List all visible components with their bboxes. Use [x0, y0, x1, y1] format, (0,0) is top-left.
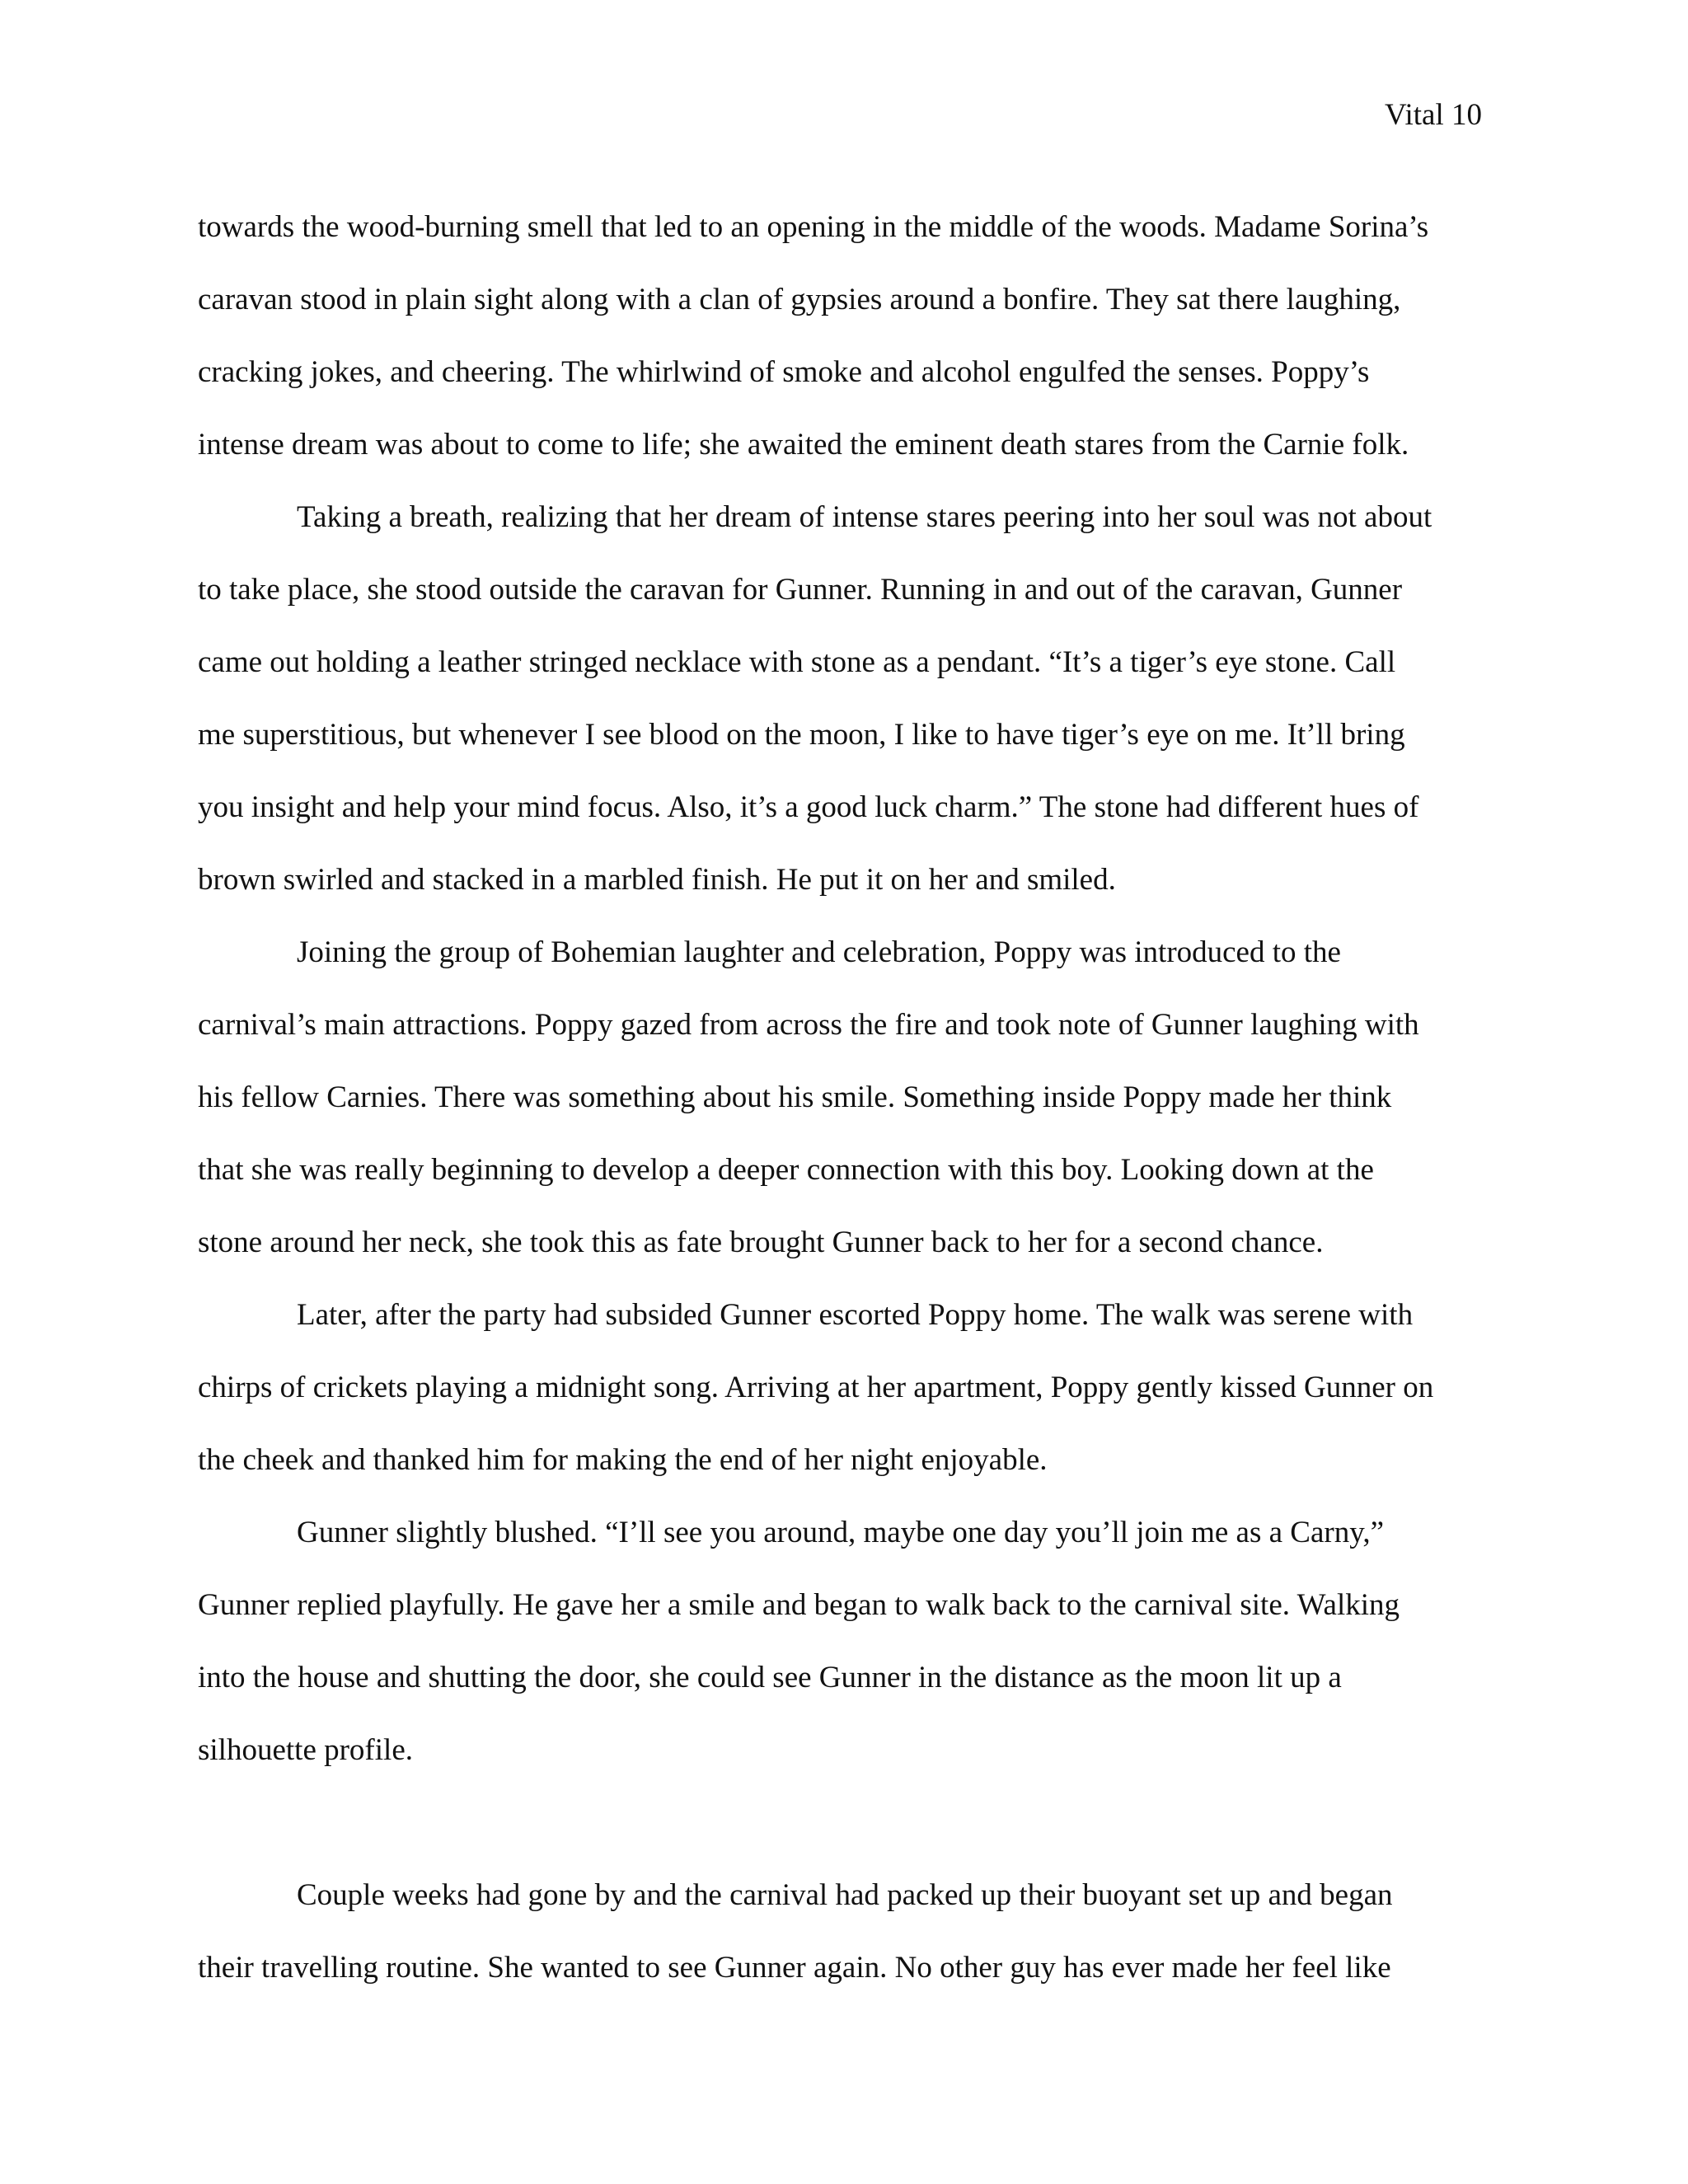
- body-text: [198, 191, 1492, 2004]
- text-line: Gunner replied playfully. He gave her a smile and began to walk back to the carnival site. Walking: [198, 1588, 1400, 1622]
- text-line: carnival’s main attractions. Poppy gazed from across the fire and took note of Gunner laughing with: [198, 1008, 1419, 1042]
- paragraph-first-line: Later, after the party had subsided Gunner escorted Poppy home. The walk was serene with: [297, 1298, 1414, 1332]
- text-line: the cheek and thanked him for making the end of her night enjoyable.: [198, 1443, 1048, 1477]
- running-head: Vital 10: [1384, 98, 1482, 132]
- text-line: into the house and shutting the door, she could see Gunner in the distance as the moon lit up a: [198, 1661, 1342, 1694]
- text-line: me superstitious, but whenever I see blood on the moon, I like to have tiger’s eye on me. It’ll bring: [198, 718, 1405, 752]
- paragraph-first-line: Couple weeks had gone by and the carnival had packed up their buoyant set up and began: [297, 1878, 1393, 1912]
- text-line: you insight and help your mind focus. Also, it’s a good luck charm.” The stone had different hues of: [198, 790, 1419, 824]
- paragraph-first-line: Taking a breath, realizing that her dream of intense stares peering into her soul was not about: [297, 500, 1432, 534]
- text-line: his fellow Carnies. There was something about his smile. Something inside Poppy made her think: [198, 1080, 1392, 1114]
- text-line: stone around her neck, she took this as fate brought Gunner back to her for a second chance.: [198, 1226, 1324, 1259]
- paragraph-first-line: Gunner slightly blushed. “I’ll see you around, maybe one day you’ll join me as a Carny,”: [297, 1516, 1384, 1549]
- text-line: brown swirled and stacked in a marbled finish. He put it on her and smiled.: [198, 863, 1116, 897]
- text-line: to take place, she stood outside the caravan for Gunner. Running in and out of the caravan, Gunner: [198, 573, 1403, 607]
- text-line: cracking jokes, and cheering. The whirlwind of smoke and alcohol engulfed the senses. Poppy’s: [198, 355, 1370, 389]
- text-line: intense dream was about to come to life; she awaited the eminent death stares from the Carnie folk.: [198, 428, 1409, 462]
- text-line: their travelling routine. She wanted to see Gunner again. No other guy has ever made her feel like: [198, 1951, 1391, 1985]
- text-line: that she was really beginning to develop a deeper connection with this boy. Looking down at the: [198, 1153, 1374, 1187]
- text-line: silhouette profile.: [198, 1733, 413, 1767]
- text-line: came out holding a leather stringed necklace with stone as a pendant. “It’s a tiger’s eye stone. Call: [198, 645, 1396, 679]
- section-break: [198, 1787, 1492, 1859]
- text-line: caravan stood in plain sight along with a clan of gypsies around a bonfire. They sat there laughing,: [198, 283, 1401, 316]
- text-line: chirps of crickets playing a midnight song. Arriving at her apartment, Poppy gently kissed Gunner on: [198, 1371, 1434, 1404]
- paragraph-first-line: Joining the group of Bohemian laughter and celebration, Poppy was introduced to the: [297, 935, 1341, 969]
- text-line: towards the wood-burning smell that led to an opening in the middle of the woods. Madame Sorina’s: [198, 210, 1429, 244]
